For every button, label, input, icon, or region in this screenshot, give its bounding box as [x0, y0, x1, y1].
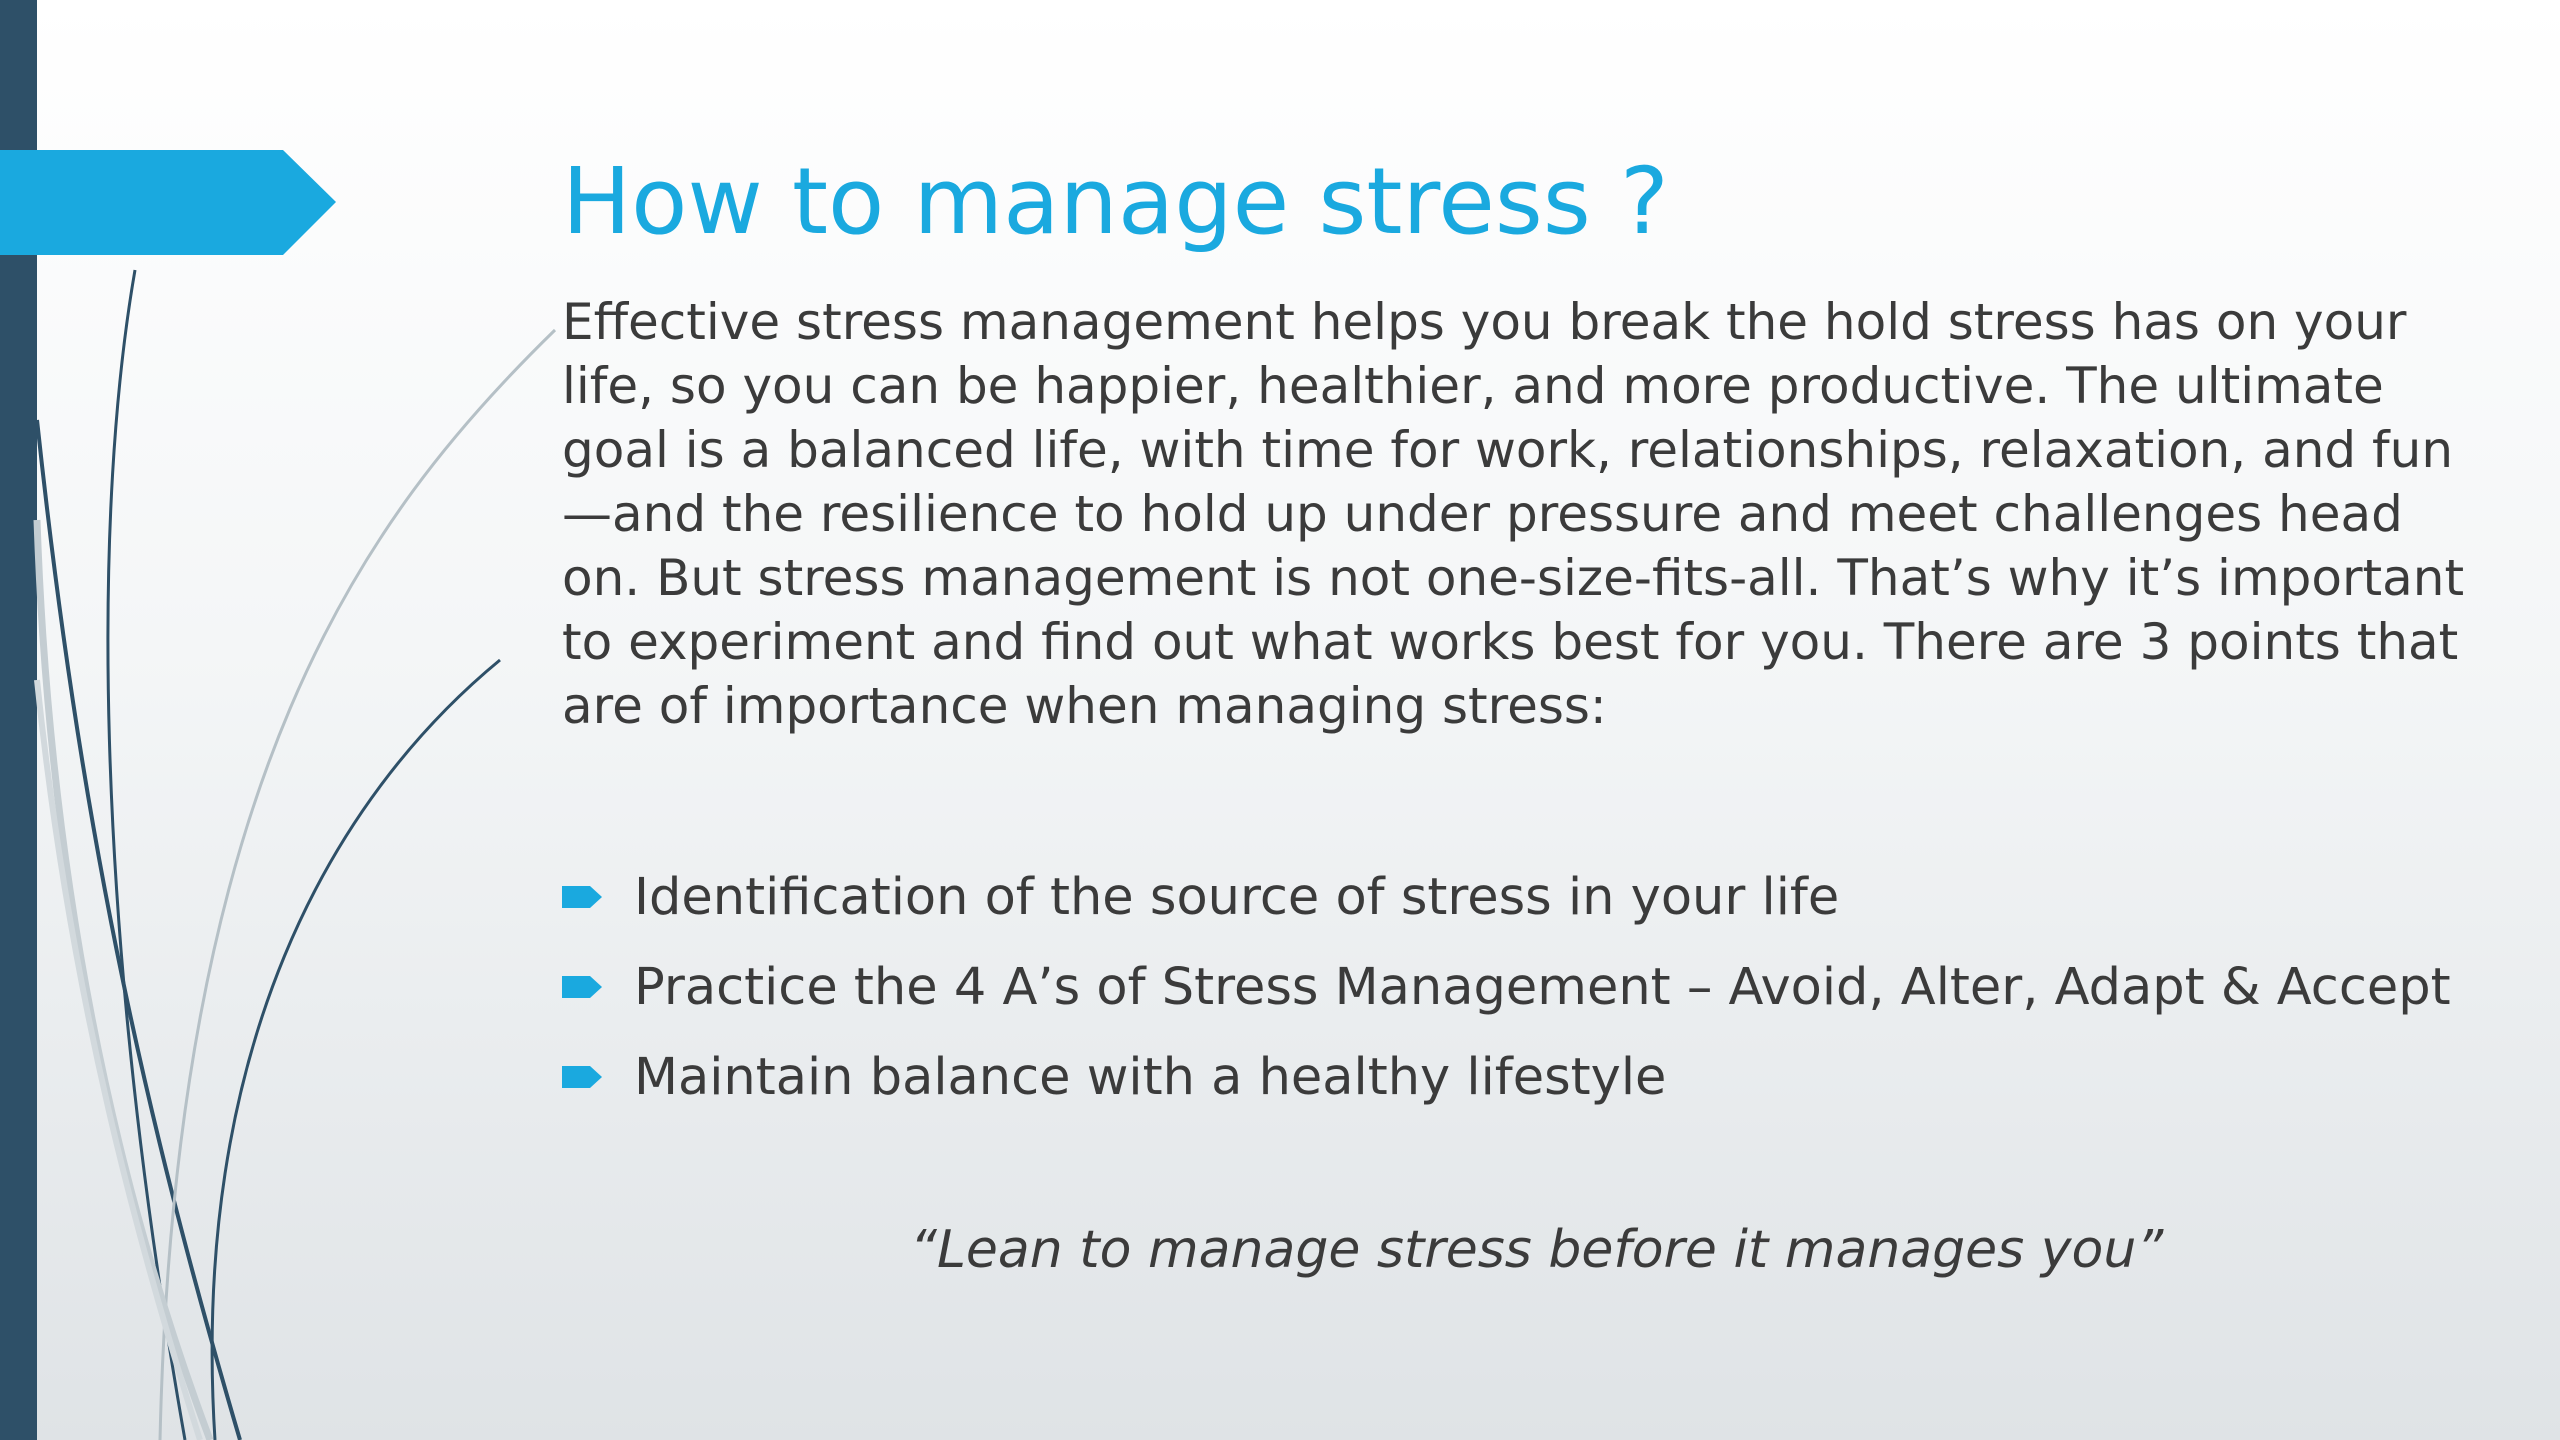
arrow-banner-icon [0, 150, 336, 255]
list-item [562, 942, 2451, 1032]
bullet-text: Identification of the source of stress in your life [634, 867, 1840, 927]
slide-title: How to manage stress ? [562, 148, 1669, 255]
slide-quote: “Lean to manage stress before it manages you” [910, 1220, 2164, 1280]
arrow-bullet-icon [562, 974, 604, 1000]
arrow-bullet-icon [562, 1064, 604, 1090]
bullet-text: Maintain balance with a healthy lifestyle [634, 1047, 1667, 1107]
bullet-text: Practice the 4 A’s of Stress Management – Avoid, Alter, Adapt & Accept [634, 957, 2451, 1017]
slide-body-text: Effective stress management helps you break the hold stress has on your life, so you can be happier, healthier, and more productive. The ultimate goal is a balanced life, with time for work, relationships, relaxation, and fun—and the resilience to hold up under pressure and meet challenges head on. But stress management is not one-size-fits-all. That’s why it’s important to experiment and find out what works best for you. There are 3 points that are of importance when managing stress: [562, 293, 2465, 735]
bullet-list [562, 852, 2451, 1122]
arrow-bullet-icon [562, 884, 604, 910]
list-item [562, 1032, 2451, 1122]
list-item [562, 852, 2451, 942]
